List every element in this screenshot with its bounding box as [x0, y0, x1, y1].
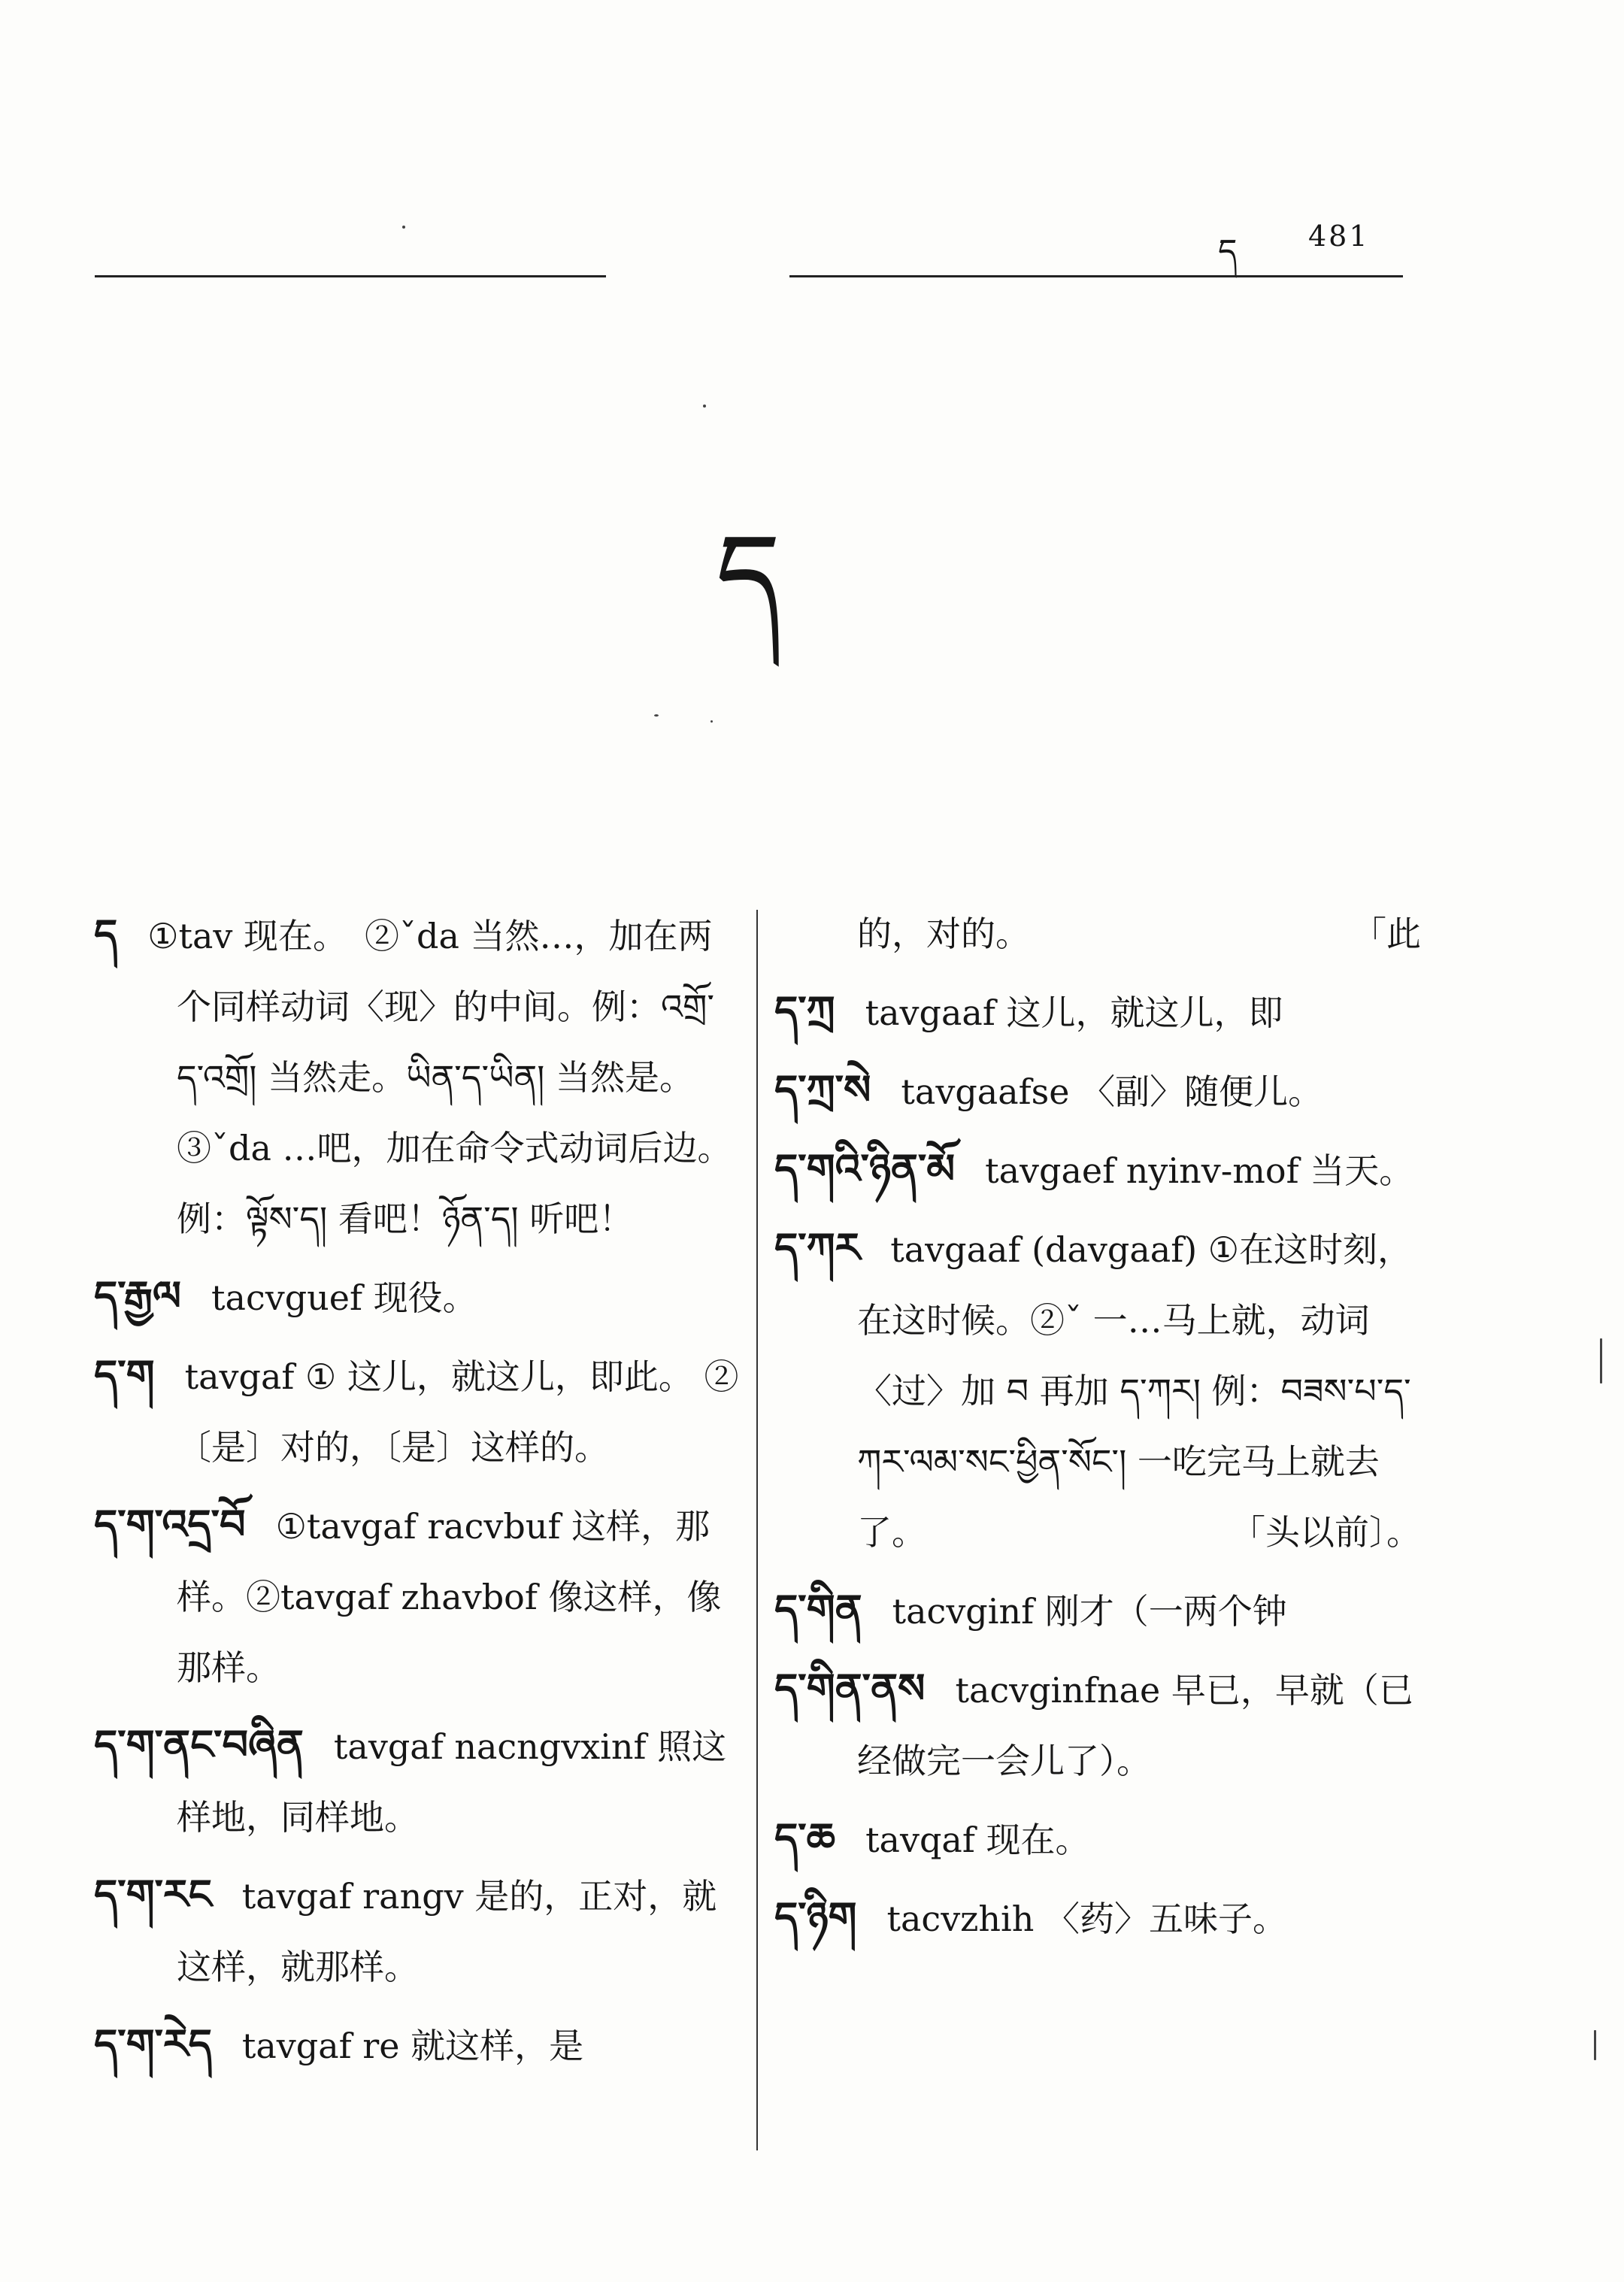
entry-headword: ད་གིན: [774, 1585, 862, 1633]
scan-speck: [1600, 1338, 1602, 1383]
dictionary-entry: [94, 1709, 741, 1853]
entry-headword: ད་ཀྲ་སེ: [774, 1065, 871, 1114]
entry-definition: ①tav 现在。 ②ˇda 当然…，加在两个同样动词〈现〉的中间。例：འགྲོ་ད་འགྲོ། 当然走。ཡིན་ད་ཡིན། 当然是。 ③ˇda …吧，加在命令式动词后边。例：ལྟོས་ད། 看吧！ཉོན་ད། 听吧！: [147, 916, 732, 1239]
dictionary-entry: [94, 2008, 741, 2081]
dictionary-entry: [94, 1859, 741, 2002]
entry-definition: tacvginf 刚才（一两个钟: [892, 1591, 1287, 1632]
right-column: [774, 899, 1421, 1960]
dictionary-entry: [94, 1260, 741, 1333]
entry-definition: tavgaaf 这儿，就这儿，即: [865, 993, 1283, 1033]
header-rule-right: [789, 275, 1403, 277]
entry-headword: ད་ཀར: [774, 1223, 861, 1271]
dictionary-entry: [774, 1653, 1421, 1796]
entry-headword: ད་ཀྲ: [774, 986, 835, 1035]
entry-definition: tavgaf re 就这样，是: [241, 2026, 584, 2066]
header-section-letter: ད: [1218, 232, 1238, 271]
entry-headword: ད་ཉིག: [774, 1893, 857, 1941]
entry-headword: ད་ཆ: [774, 1814, 836, 1862]
entry-definition: tacvzhih 〈药〉五味子。: [886, 1899, 1287, 1939]
entry-headword: ད་ག་རང: [94, 1870, 212, 1918]
column-divider: [756, 910, 758, 2150]
header-rule-left: [95, 275, 606, 277]
scan-speck: [654, 714, 659, 717]
entry-definition: tavgaef nyinv-mof 当天。: [985, 1150, 1414, 1191]
entry-definition: 的，对的。: [857, 914, 1030, 954]
dictionary-entry: [774, 1802, 1421, 1875]
dictionary-entry-continuation: [774, 899, 1421, 969]
dictionary-entry: [774, 1212, 1421, 1568]
left-column: [94, 899, 741, 2087]
entry-definition: tacvginfnae 早已，早就（已经做完一会儿了）。: [857, 1670, 1413, 1781]
scan-speck: [703, 405, 706, 408]
header-page-number: 481: [1308, 220, 1370, 253]
entry-definition: ①tavgaf racvbuf 这样，那样。②tavgaf zhavbof 像这样，像那样。: [177, 1506, 722, 1688]
entry-headword: ད་གིན་ནས: [774, 1664, 926, 1712]
entry-definition: tavgaf rangv 是的，正对，就这样，就那样。: [177, 1876, 717, 1987]
dictionary-entry: [94, 899, 741, 1254]
dictionary-entry: [774, 1054, 1421, 1127]
entry-headword: ད་རྒྱལ: [94, 1271, 182, 1320]
scan-speck: [1594, 2030, 1596, 2060]
dictionary-entry: [94, 1339, 741, 1483]
dictionary-entry: [94, 1489, 741, 1703]
entry-headword: ད་ག: [94, 1350, 155, 1399]
entry-headword: ད་ག་ནང་བཞིན: [94, 1720, 304, 1768]
entry-definition: tavgaafse 〈副〉随便儿。: [901, 1071, 1323, 1112]
entry-definition: tavqaf 现在。: [865, 1820, 1090, 1860]
dictionary-entry: [774, 975, 1421, 1048]
entry-headword: ད: [94, 910, 118, 958]
dictionary-entry: [774, 1133, 1421, 1206]
dictionary-entry: [774, 1881, 1421, 1954]
dictionary-entry: [774, 1574, 1421, 1647]
scan-speck: [710, 720, 713, 723]
entry-end-note: 「头以前〕。: [1231, 1512, 1421, 1553]
entry-definition: tavgaf ① 这儿，就这儿，即此。 ②〔是〕对的，〔是〕这样的。: [177, 1356, 739, 1468]
entry-headword: ད་ག་འདྲ་བོ: [94, 1500, 246, 1548]
scan-speck: [402, 226, 405, 229]
entry-end-note: 「此: [1352, 914, 1421, 954]
entry-definition: tavgaf nacngvxinf 照这样地，同样地。: [177, 1726, 727, 1838]
entry-definition: tacvguef 现役。: [211, 1277, 477, 1318]
entry-definition: tavgaaf (davgaaf) ①在这时刻，在这时候。②ˇ 一…马上就，动词〈过〉加 བ 再加 ད་ཀར། 例：བཟས་པ་ད་ཀར་ལམ་སང་ཕྱིན་སོང་། 一吃完马上就去了。: [857, 1229, 1413, 1553]
entry-headword: ད་ག་རེད: [94, 2020, 212, 2068]
section-title-letter: ད: [716, 510, 781, 641]
entry-headword: ད་གའི་ཉིན་མོ: [774, 1144, 956, 1193]
